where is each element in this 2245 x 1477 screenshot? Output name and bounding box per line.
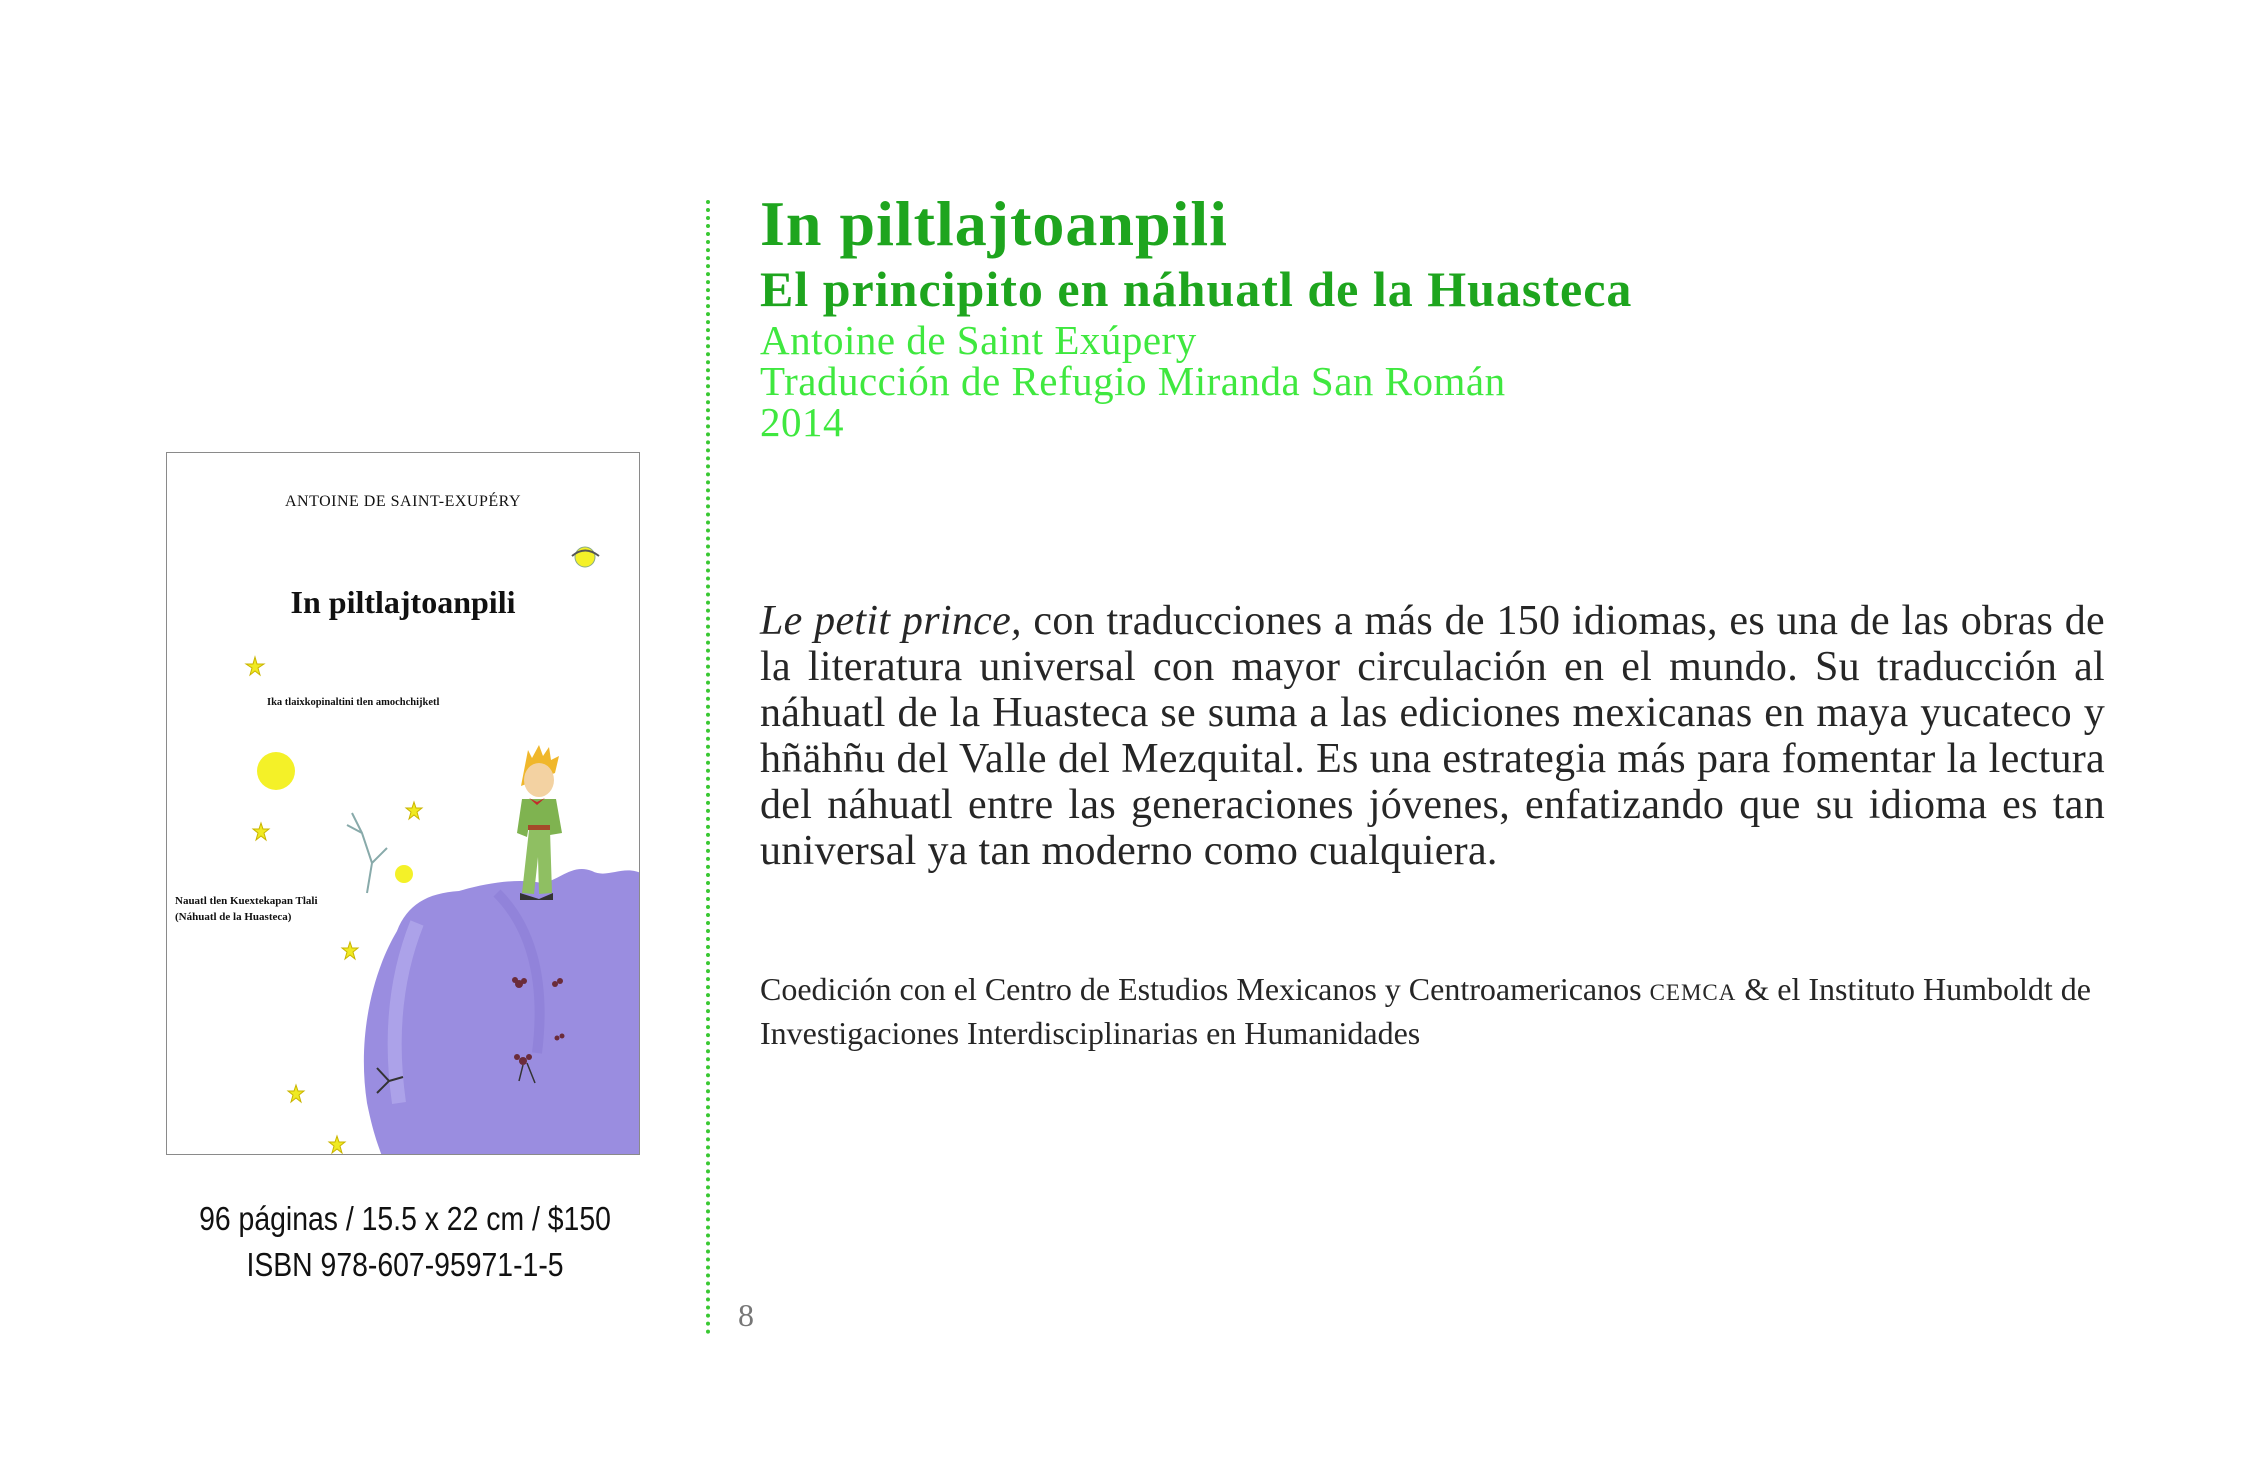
coedition-prefix: Coedición con el Centro de Estudios Mexicanos y Centroamericanos (760, 971, 1650, 1007)
book-translator: Traducción de Refugio Miranda San Román (760, 358, 1506, 404)
book-isbn: ISBN 978-607-95971-1-5 (246, 1246, 564, 1283)
cover-region-line2: (Náhuatl de la Huasteca) (175, 911, 292, 923)
cover-illustration (167, 453, 640, 1155)
dotted-divider (706, 200, 710, 1335)
book-title: In piltlajtoanpili (760, 188, 1228, 259)
coedition-suffix: & el Instituto Humboldt de Investigaciones Interdisciplinarias en Humanidades (760, 971, 2091, 1051)
book-year: 2014 (760, 399, 844, 445)
description-text: con traducciones a más de 150 idiomas, es una de las obras de la literatura universal con mayor circulación en el mundo. Su traducción al náhuatl de la Huasteca se suma a las ediciones mexicanas en maya yucateco y hñähñu del Valle del Mezquital. Es una estrategia más para fomentar la lectura del náhuatl entre las generaciones jóvenes, enfatizando que su idioma es tan universal ya tan moderno como cualquiera. (760, 598, 2105, 874)
cover-planet (364, 869, 640, 1155)
book-description (760, 598, 2105, 874)
cover-author: ANTOINE DE SAINT-EXUPÉRY (285, 493, 521, 510)
book-details (151, 1196, 658, 1288)
book-specs: 96 páginas / 15.5 x 22 cm / $150 (199, 1200, 611, 1237)
book-author: Antoine de Saint Exúpery (760, 317, 1197, 363)
cover-subtitle: Ika tlaixkopinaltini tlen amochchijketl (267, 697, 440, 708)
cover-title: In piltlajtoanpili (290, 584, 516, 620)
book-header (760, 188, 2160, 443)
page-number: 8 (738, 1297, 754, 1333)
little-prince-figure (517, 745, 562, 900)
book-subtitle: El principito en náhuatl de la Huasteca (760, 261, 1633, 317)
cover-region-line1: Nauatl tlen Kuextekapan Tlali (175, 895, 318, 907)
description-italic-title: Le petit prince, (760, 598, 1022, 644)
book-cover-image (166, 452, 640, 1155)
coedition-note (760, 969, 2100, 1054)
book-meta (760, 317, 2160, 445)
coedition-acronym: CEMCA (1649, 980, 1737, 1005)
